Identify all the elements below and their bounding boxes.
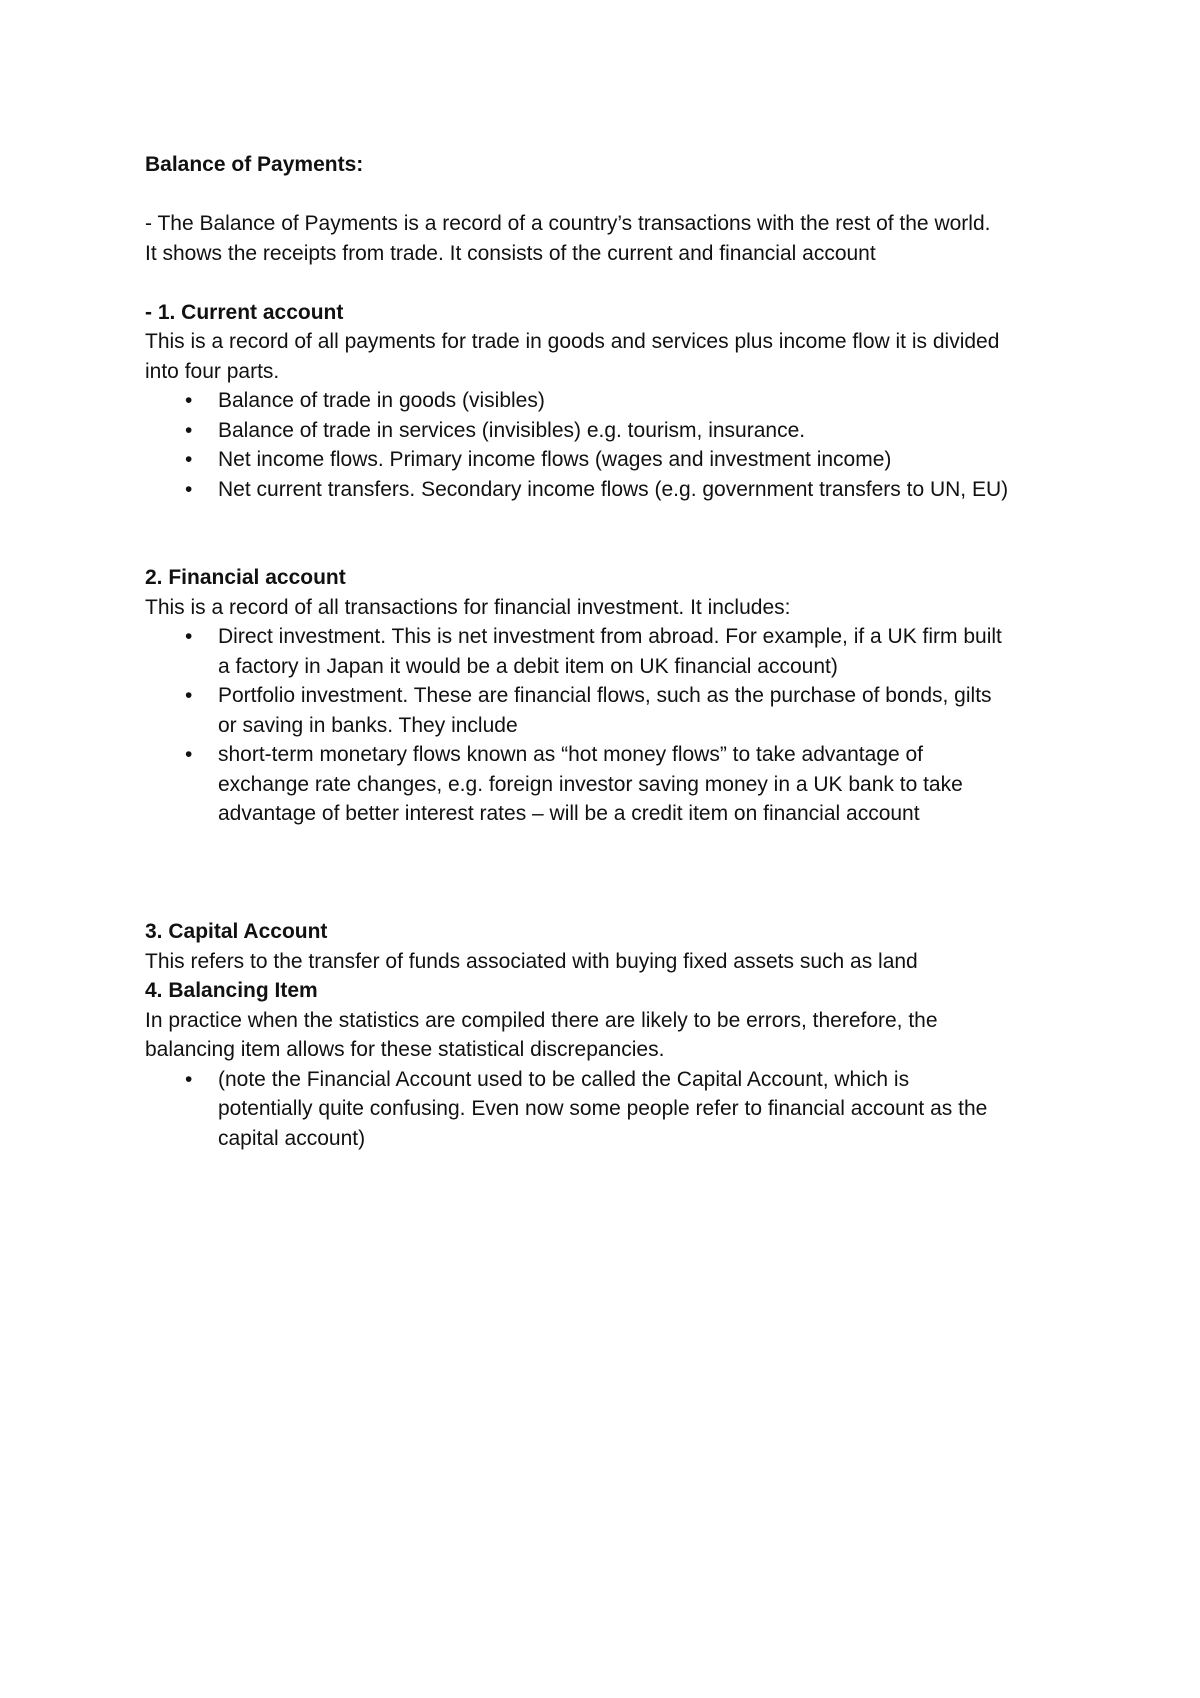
- bullet-icon: •: [185, 743, 193, 766]
- section-heading: 4. Balancing Item: [145, 979, 318, 1002]
- spacer: [145, 180, 1065, 210]
- section-body-line: This is a record of all transactions for financial investment. It includes:: [145, 595, 791, 619]
- section-heading: [145, 298, 1065, 328]
- section-capital-account: [145, 917, 1065, 976]
- section-body-line: In practice when the statistics are compiled there are likely to be errors, therefore, the: [145, 1008, 938, 1032]
- list-item: [145, 681, 1065, 740]
- list-item: [145, 445, 1065, 475]
- list-item-text: Direct investment. This is net investment from abroad. For example, if a UK firm built: [218, 625, 1002, 648]
- bullet-icon: •: [185, 389, 193, 412]
- bullet-list: [145, 386, 1065, 504]
- list-item-text: Portfolio investment. These are financial flows, such as the purchase of bonds, gilts: [218, 684, 992, 707]
- list-item-text: Balance of trade in services (invisibles) e.g. tourism, insurance.: [218, 418, 806, 442]
- document-title: Balance of Payments:: [145, 153, 364, 176]
- list-item: [145, 416, 1065, 446]
- list-item-text: potentially quite confusing. Even now some people refer to financial account as the: [218, 1097, 988, 1120]
- bullet-icon: •: [185, 625, 193, 648]
- list-item: [145, 740, 1065, 829]
- section-balancing-item: [145, 976, 1065, 1153]
- spacer: [145, 268, 1065, 298]
- list-item: [145, 1065, 1065, 1154]
- spacer: [145, 829, 1065, 918]
- list-item: [145, 475, 1065, 505]
- bullet-icon: •: [185, 684, 193, 707]
- intro-line: It shows the receipts from trade. It consists of the current and financial account: [145, 241, 876, 265]
- list-item-text: exchange rate changes, e.g. foreign investor saving money in a UK bank to take: [218, 772, 963, 796]
- list-item-text: a factory in Japan it would be a debit item on UK financial account): [218, 654, 838, 678]
- intro-line: - The Balance of Payments is a record of a country’s transactions with the rest of the world.: [145, 212, 991, 235]
- list-item-text: Net current transfers. Secondary income flows (e.g. government transfers to UN, EU): [218, 477, 1009, 501]
- bullet-icon: •: [185, 448, 193, 471]
- bullet-icon: •: [185, 477, 193, 501]
- section-financial-account: [145, 563, 1065, 829]
- section-heading: 3. Capital Account: [145, 920, 328, 943]
- bullet-icon: •: [185, 1067, 193, 1091]
- section-body-line: This refers to the transfer of funds associated with buying fixed assets such as land: [145, 949, 918, 973]
- list-item-text: Balance of trade in goods (visibles): [218, 389, 545, 412]
- list-item-text: (note the Financial Account used to be called the Capital Account, which is: [218, 1067, 910, 1091]
- list-item-text: or saving in banks. They include: [218, 713, 518, 737]
- list-item-text: capital account): [218, 1126, 366, 1150]
- list-item-text: short-term monetary flows known as “hot money flows” to take advantage of: [218, 743, 923, 766]
- bullet-list: [145, 1065, 1065, 1154]
- list-item-text: advantage of better interest rates – will be a credit item on financial account: [218, 802, 920, 825]
- bullet-list: [145, 622, 1065, 829]
- intro-paragraph: [145, 209, 1065, 268]
- section-heading: 2. Financial account: [145, 566, 346, 589]
- section-body-line: into four parts.: [145, 359, 280, 383]
- section-current-account: [145, 298, 1065, 505]
- list-item-text: Net income flows. Primary income flows (wages and investment income): [218, 448, 892, 471]
- list-item: [145, 386, 1065, 416]
- section-heading-text: - 1. Current account: [145, 300, 344, 324]
- list-item: [145, 622, 1065, 681]
- spacer: [145, 504, 1065, 563]
- section-body-line: balancing item allows for these statistical discrepancies.: [145, 1038, 665, 1061]
- bullet-icon: •: [185, 418, 193, 442]
- section-body-line: This is a record of all payments for trade in goods and services plus income flow it is divided: [145, 330, 1000, 353]
- document-body: [145, 150, 1065, 1153]
